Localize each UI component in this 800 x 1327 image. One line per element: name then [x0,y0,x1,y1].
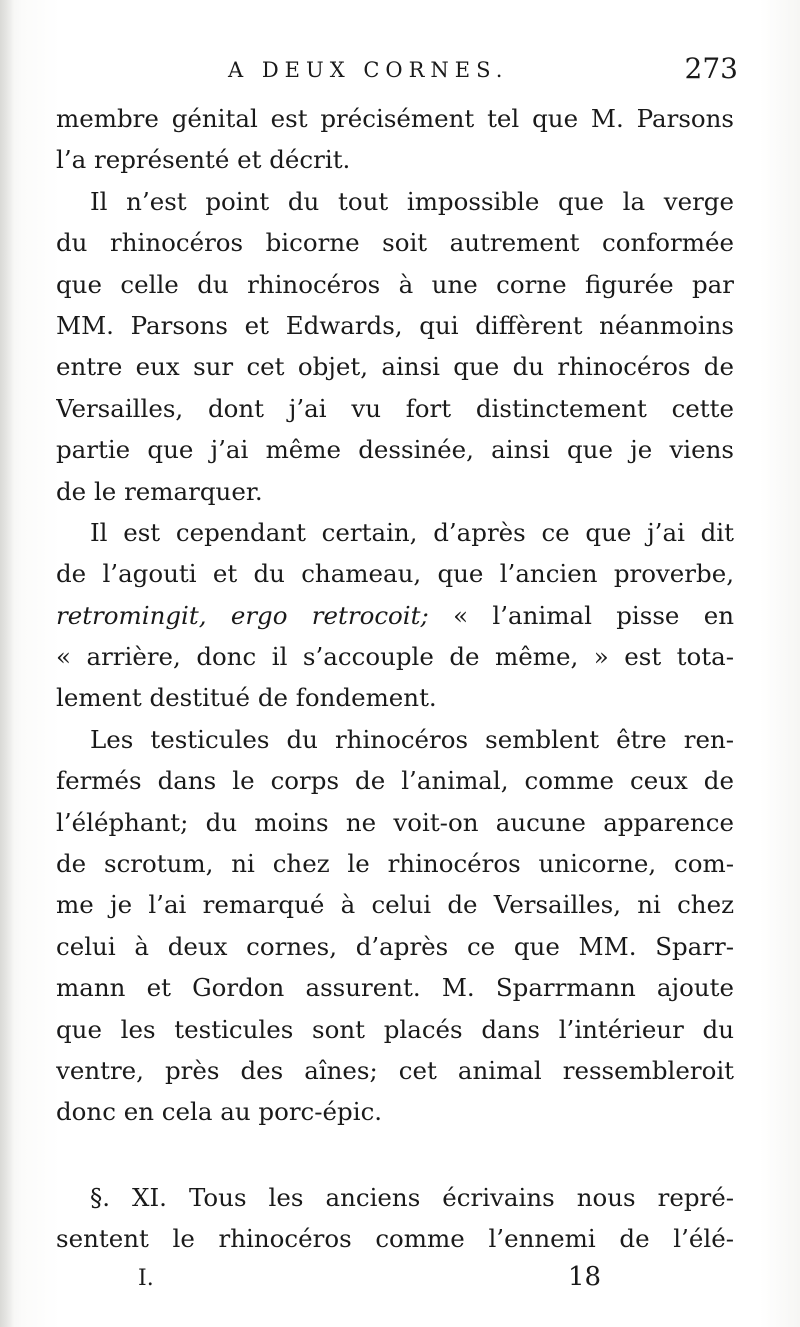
running-title: A DEUX CORNES. [228,58,509,82]
paragraph-2 [56,181,734,512]
text-line: que les testicules sont placés dans l’intérieur du [56,1014,734,1044]
text-line: Il est cependant certain, d’après ce que j’ai dit [90,517,734,547]
text-line: mann et Gordon assurent. M. Sparrmann ajoute [56,973,734,1003]
page-footer [60,1262,740,1302]
paragraph-5 [56,1177,734,1260]
text-line [56,595,734,636]
paragraph-4 [56,719,734,1133]
text-line: lement destitué de fondement. [56,683,437,713]
paragraph-3 [56,512,734,719]
paragraph-1 [56,98,734,181]
text-line: ventre, près des aînes; cet animal ressembleroit [56,1055,734,1085]
text-line: fermés dans le corps de l’animal, comme ceux de [56,766,734,796]
text-line: partie que j’ai même dessinée, ainsi que je viens [56,435,734,465]
text-line: de l’agouti et du chameau, que l’ancien proverbe, [56,559,734,589]
text-line: sentent le rhinocéros comme l’ennemi de l’élé- [56,1224,734,1254]
volume-number: I. [138,1266,154,1291]
gathering-signature: 18 [568,1262,602,1292]
text-line: de scrotum, ni chez le rhinocéros unicorne, com- [56,849,734,879]
text-line: entre eux sur cet objet, ainsi que du rhinocéros de [56,352,734,382]
text-line: Versailles, dont j’ai vu fort distinctement cette [56,393,734,423]
text-line: l’éléphant; du moins ne voit-on aucune apparence [56,807,734,837]
proverb-translation: « l’animal pisse en [428,600,734,630]
page-gutter-shadow [0,0,14,1327]
text-line: Les testicules du rhinocéros semblent être ren- [90,724,734,754]
text-line: du rhinocéros bicorne soit autrement conformée [56,228,734,258]
text-line: membre génital est précisément tel que M. Parsons [56,104,734,133]
text-line: MM. Parsons et Edwards, qui diffèrent néanmoins [56,310,734,340]
text-line: celui à deux cornes, d’après ce que MM. Sparr- [56,931,734,961]
text-line: donc en cela au porc-épic. [56,1097,383,1127]
text-line: « arrière, donc il s’accouple de même, » est tota- [56,642,734,672]
section-heading-line: §. XI. Tous les anciens écrivains nous repré- [90,1182,734,1212]
text-line: l’a représenté et décrit. [56,145,351,175]
running-head [60,52,740,92]
page-number: 273 [684,52,738,85]
section-gap [56,1133,734,1177]
main-text [56,98,734,1260]
text-line: me je l’ai remarqué à celui de Versailles, ni chez [56,890,734,920]
text-line: de le remarquer. [56,476,263,506]
latin-proverb: retromingit, ergo retrocoit; [56,600,429,630]
text-line: Il n’est point du tout impossible que la verge [90,186,734,216]
text-line: que celle du rhinocéros à une corne figurée par [56,269,734,299]
